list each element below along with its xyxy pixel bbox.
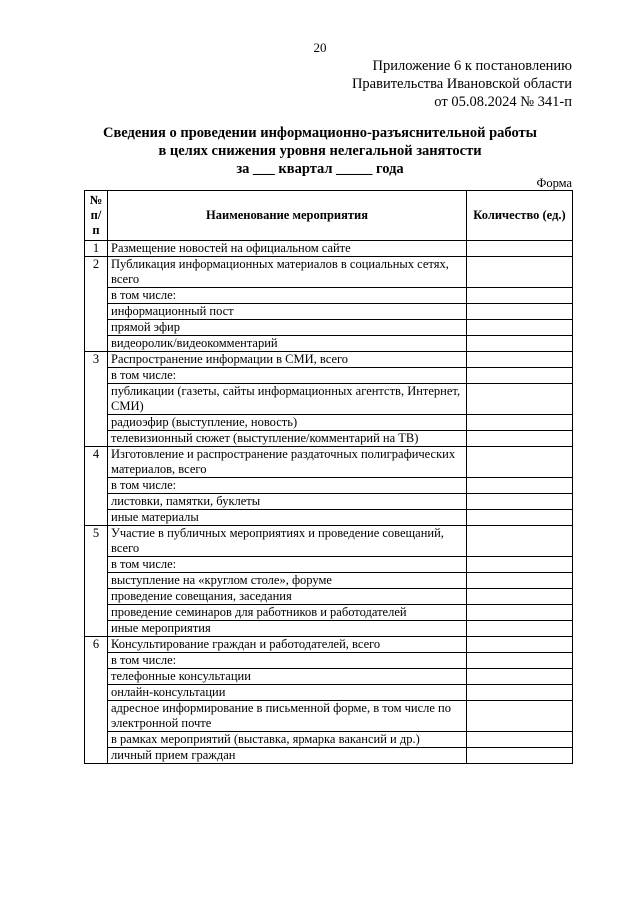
row-event-name: Распространение информации в СМИ, всего <box>108 352 467 368</box>
table-row <box>85 320 573 336</box>
row-number: 5 <box>85 526 108 557</box>
table-row <box>85 732 573 748</box>
header-qty: Количество (ед.) <box>467 191 573 241</box>
row-quantity-cell <box>467 621 573 637</box>
row-event-name: телевизионный сюжет (выступление/комментарий на ТВ) <box>108 431 467 447</box>
row-event-name: в том числе: <box>108 368 467 384</box>
row-quantity-cell <box>467 573 573 589</box>
row-number <box>85 669 108 685</box>
row-number: 6 <box>85 637 108 653</box>
row-number <box>85 510 108 526</box>
table-row <box>85 526 573 557</box>
row-number <box>85 336 108 352</box>
row-quantity-cell <box>467 701 573 732</box>
table-row <box>85 415 573 431</box>
table-row <box>85 701 573 732</box>
row-quantity-cell <box>467 368 573 384</box>
row-event-name: прямой эфир <box>108 320 467 336</box>
header-name: Наименование мероприятия <box>108 191 467 241</box>
row-number <box>85 653 108 669</box>
row-event-name: радиоэфир (выступление, новость) <box>108 415 467 431</box>
row-number <box>85 304 108 320</box>
row-quantity-cell <box>467 494 573 510</box>
row-quantity-cell <box>467 605 573 621</box>
row-event-name: Консультирование граждан и работодателей, всего <box>108 637 467 653</box>
row-event-name: иные материалы <box>108 510 467 526</box>
table-row <box>85 352 573 368</box>
table-row <box>85 478 573 494</box>
row-event-name: проведение совещания, заседания <box>108 589 467 605</box>
row-quantity-cell <box>467 241 573 257</box>
row-event-name: онлайн-консультации <box>108 685 467 701</box>
row-quantity-cell <box>467 288 573 304</box>
row-event-name: в рамках мероприятий (выставка, ярмарка вакансий и др.) <box>108 732 467 748</box>
table-row <box>85 304 573 320</box>
row-event-name: листовки, памятки, буклеты <box>108 494 467 510</box>
row-number <box>85 478 108 494</box>
row-number: 4 <box>85 447 108 478</box>
row-event-name: в том числе: <box>108 653 467 669</box>
row-event-name: выступление на «круглом столе», форуме <box>108 573 467 589</box>
row-number <box>85 320 108 336</box>
row-quantity-cell <box>467 257 573 288</box>
row-number <box>85 288 108 304</box>
row-quantity-cell <box>467 526 573 557</box>
appendix-line-2: Правительства Ивановской области <box>351 76 572 92</box>
table-row <box>85 241 573 257</box>
row-number <box>85 368 108 384</box>
row-quantity-cell <box>467 557 573 573</box>
table-row <box>85 605 573 621</box>
row-quantity-cell <box>467 653 573 669</box>
row-event-name: в том числе: <box>108 478 467 494</box>
row-event-name: проведение семинаров для работников и работодателей <box>108 605 467 621</box>
row-number: 3 <box>85 352 108 368</box>
row-quantity-cell <box>467 431 573 447</box>
table-row <box>85 431 573 447</box>
row-quantity-cell <box>467 669 573 685</box>
title-line-1: Сведения о проведении информационно-разъяснительной работы <box>103 125 537 141</box>
table-row <box>85 288 573 304</box>
table-row <box>85 447 573 478</box>
row-event-name: информационный пост <box>108 304 467 320</box>
row-event-name: Изготовление и распространение раздаточных полиграфических материалов, всего <box>108 447 467 478</box>
title-line-2: в целях снижения уровня нелегальной занятости <box>158 143 482 159</box>
row-quantity-cell <box>467 415 573 431</box>
row-quantity-cell <box>467 447 573 478</box>
row-number <box>85 605 108 621</box>
table-row <box>85 748 573 764</box>
row-event-name: Размещение новостей на официальном сайте <box>108 241 467 257</box>
row-number <box>85 701 108 732</box>
appendix-line-3: от 05.08.2024 № 341-п <box>434 94 572 110</box>
document-title <box>0 124 640 178</box>
table-row <box>85 557 573 573</box>
row-quantity-cell <box>467 304 573 320</box>
table-header-row <box>85 191 573 241</box>
row-event-name: иные мероприятия <box>108 621 467 637</box>
row-event-name: публикации (газеты, сайты информационных агентств, Интернет, СМИ) <box>108 384 467 415</box>
row-event-name: личный прием граждан <box>108 748 467 764</box>
row-quantity-cell <box>467 320 573 336</box>
row-number <box>85 494 108 510</box>
row-number <box>85 732 108 748</box>
table-row <box>85 653 573 669</box>
events-table <box>84 190 573 764</box>
row-event-name: Публикация информационных материалов в социальных сетях, всего <box>108 257 467 288</box>
row-quantity-cell <box>467 336 573 352</box>
row-number: 2 <box>85 257 108 288</box>
title-line-3: за ___ квартал _____ года <box>236 161 404 177</box>
table-row <box>85 669 573 685</box>
row-number <box>85 431 108 447</box>
row-number <box>85 621 108 637</box>
row-number <box>85 685 108 701</box>
table-row <box>85 368 573 384</box>
row-quantity-cell <box>467 685 573 701</box>
row-quantity-cell <box>467 384 573 415</box>
header-num: № п/п <box>85 191 108 241</box>
table-row <box>85 510 573 526</box>
row-quantity-cell <box>467 637 573 653</box>
row-event-name: телефонные консультации <box>108 669 467 685</box>
row-number: 1 <box>85 241 108 257</box>
table-row <box>85 257 573 288</box>
row-quantity-cell <box>467 478 573 494</box>
row-number <box>85 589 108 605</box>
row-number <box>85 415 108 431</box>
row-quantity-cell <box>467 732 573 748</box>
row-quantity-cell <box>467 589 573 605</box>
row-number <box>85 557 108 573</box>
row-event-name: Участие в публичных мероприятиях и проведение совещаний, всего <box>108 526 467 557</box>
row-quantity-cell <box>467 748 573 764</box>
table-row <box>85 336 573 352</box>
row-quantity-cell <box>467 510 573 526</box>
appendix-reference <box>352 57 572 111</box>
table-row <box>85 384 573 415</box>
row-number <box>85 573 108 589</box>
row-event-name: видеоролик/видеокомментарий <box>108 336 467 352</box>
row-event-name: в том числе: <box>108 557 467 573</box>
appendix-line-1: Приложение 6 к постановлению <box>372 58 572 74</box>
table-row <box>85 685 573 701</box>
form-label: Форма <box>536 176 572 190</box>
table-row <box>85 589 573 605</box>
table-row <box>85 637 573 653</box>
row-quantity-cell <box>467 352 573 368</box>
table-row <box>85 621 573 637</box>
row-event-name: адресное информирование в письменной форме, в том числе по электронной почте <box>108 701 467 732</box>
row-event-name: в том числе: <box>108 288 467 304</box>
table-row <box>85 494 573 510</box>
page-number: 20 <box>313 40 327 55</box>
row-number <box>85 748 108 764</box>
table-row <box>85 573 573 589</box>
row-number <box>85 384 108 415</box>
